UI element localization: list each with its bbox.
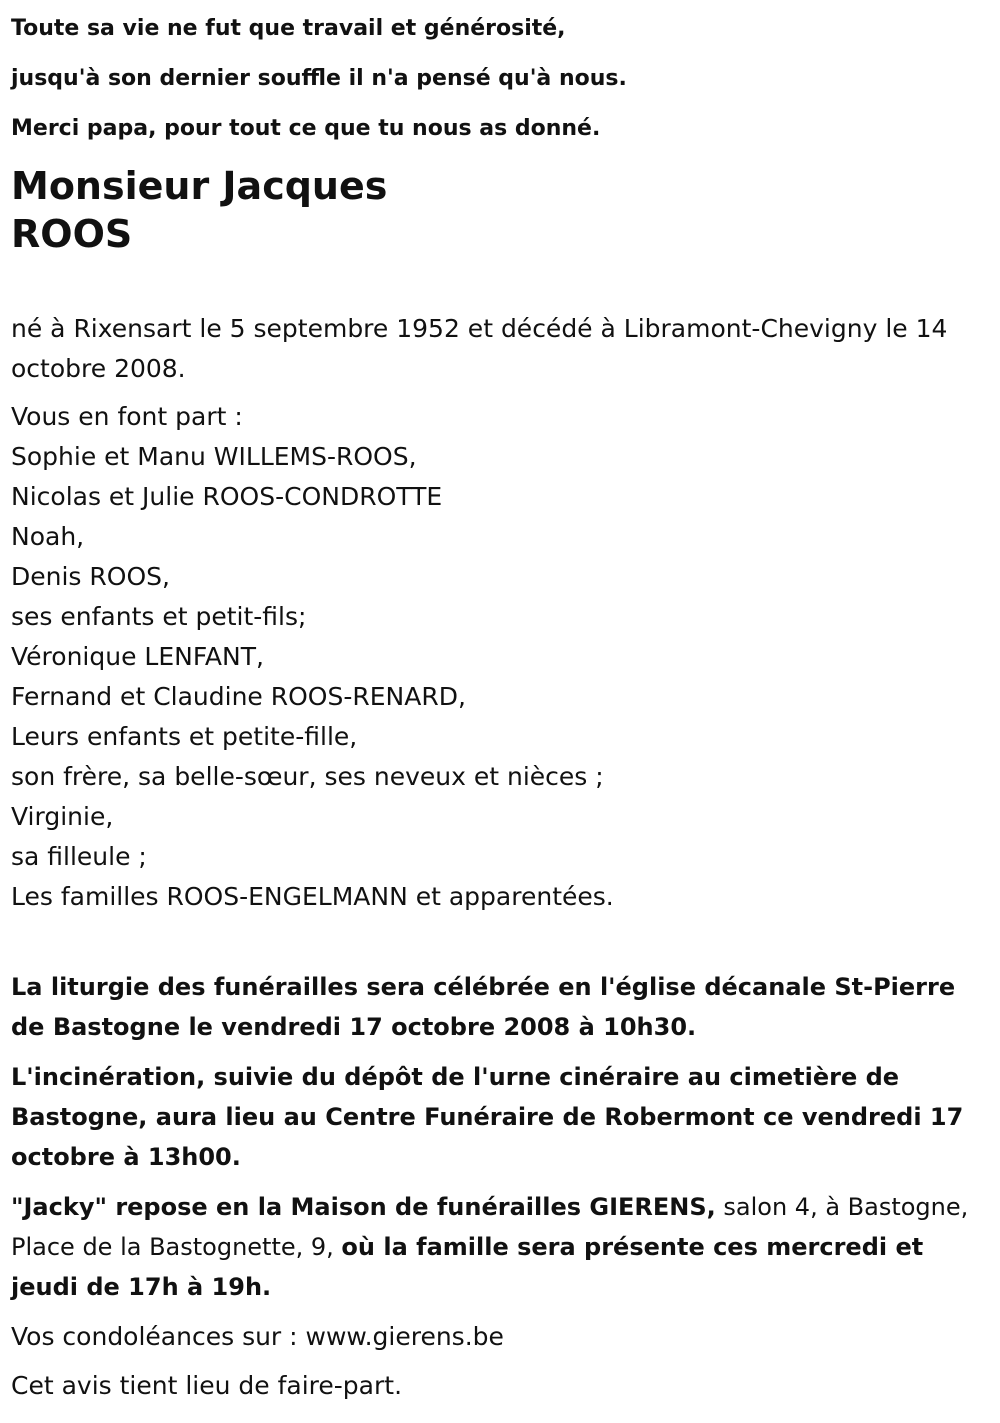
birth-death-text: né à Rixensart le 5 septembre 1952 et décédé à Libramont-Chevigny le 14 octobre 2008. [11, 314, 948, 383]
announcer-line: Véronique LENFANT, [11, 642, 264, 671]
condolences-text: Vos condoléances sur : www.gierens.be [11, 1322, 504, 1351]
incineration-paragraph: L'incinération, suivie du dépôt de l'urne cinéraire au cimetière de Bastogne, aura lieu au Centre Funéraire de Robermont ce vendredi 17 octobre à 13h00. [11, 1063, 964, 1171]
announcer-line: sa filleule ; [11, 842, 147, 871]
announcer-line: Sophie et Manu WILLEMS-ROOS, [11, 442, 417, 471]
announcer-line: son frère, sa belle-sœur, ses neveux et nièces ; [11, 762, 604, 791]
announcer-line: Denis ROOS, [11, 562, 170, 591]
repose-place: "Jacky" repose en la Maison de funérailles GIERENS, [11, 1193, 716, 1221]
epigraph-line-1: Toute sa vie ne fut que travail et générosité, [11, 16, 566, 41]
repose-paragraph [11, 1187, 991, 1307]
announcer-line: Leurs enfants et petite-fille, [11, 722, 358, 751]
epigraph [11, 0, 991, 154]
announcer-line: Nicolas et Julie ROOS-CONDROTTE [11, 482, 443, 511]
announcer-line: Noah, [11, 522, 85, 551]
deceased-surname: ROOS [11, 212, 133, 256]
deceased-title-line: Monsieur Jacques [11, 164, 388, 208]
epigraph-line-2: jusqu'à son dernier souffle il n'a pensé qu'à nous. [11, 66, 627, 91]
announcer-line: ses enfants et petit-fils; [11, 602, 307, 631]
obituary-notice [11, 0, 991, 1407]
liturgy-paragraph: La liturgie des funérailles sera célébrée en l'église décanale St-Pierre de Bastogne le vendredi 17 octobre 2008 à 10h30. [11, 973, 956, 1041]
announcer-line: Virginie, [11, 802, 114, 831]
announcer-line: Vous en font part : [11, 402, 243, 431]
repose-address: salon 4, à Bastogne, Place de la Bastognette, 9, [11, 1193, 969, 1261]
announcer-line: Fernand et Claudine ROOS-RENARD, [11, 682, 466, 711]
announcers-list [11, 397, 991, 917]
visiting-hours: où la famille sera présente ces mercredi et jeudi de 17h à 19h. [11, 1233, 924, 1301]
deceased-name [11, 162, 991, 258]
announcer-line: Les familles ROOS-ENGELMANN et apparentées. [11, 882, 614, 911]
notice-text: Cet avis tient lieu de faire-part. [11, 1371, 403, 1400]
epigraph-line-3: Merci papa, pour tout ce que tu nous as donné. [11, 116, 601, 141]
